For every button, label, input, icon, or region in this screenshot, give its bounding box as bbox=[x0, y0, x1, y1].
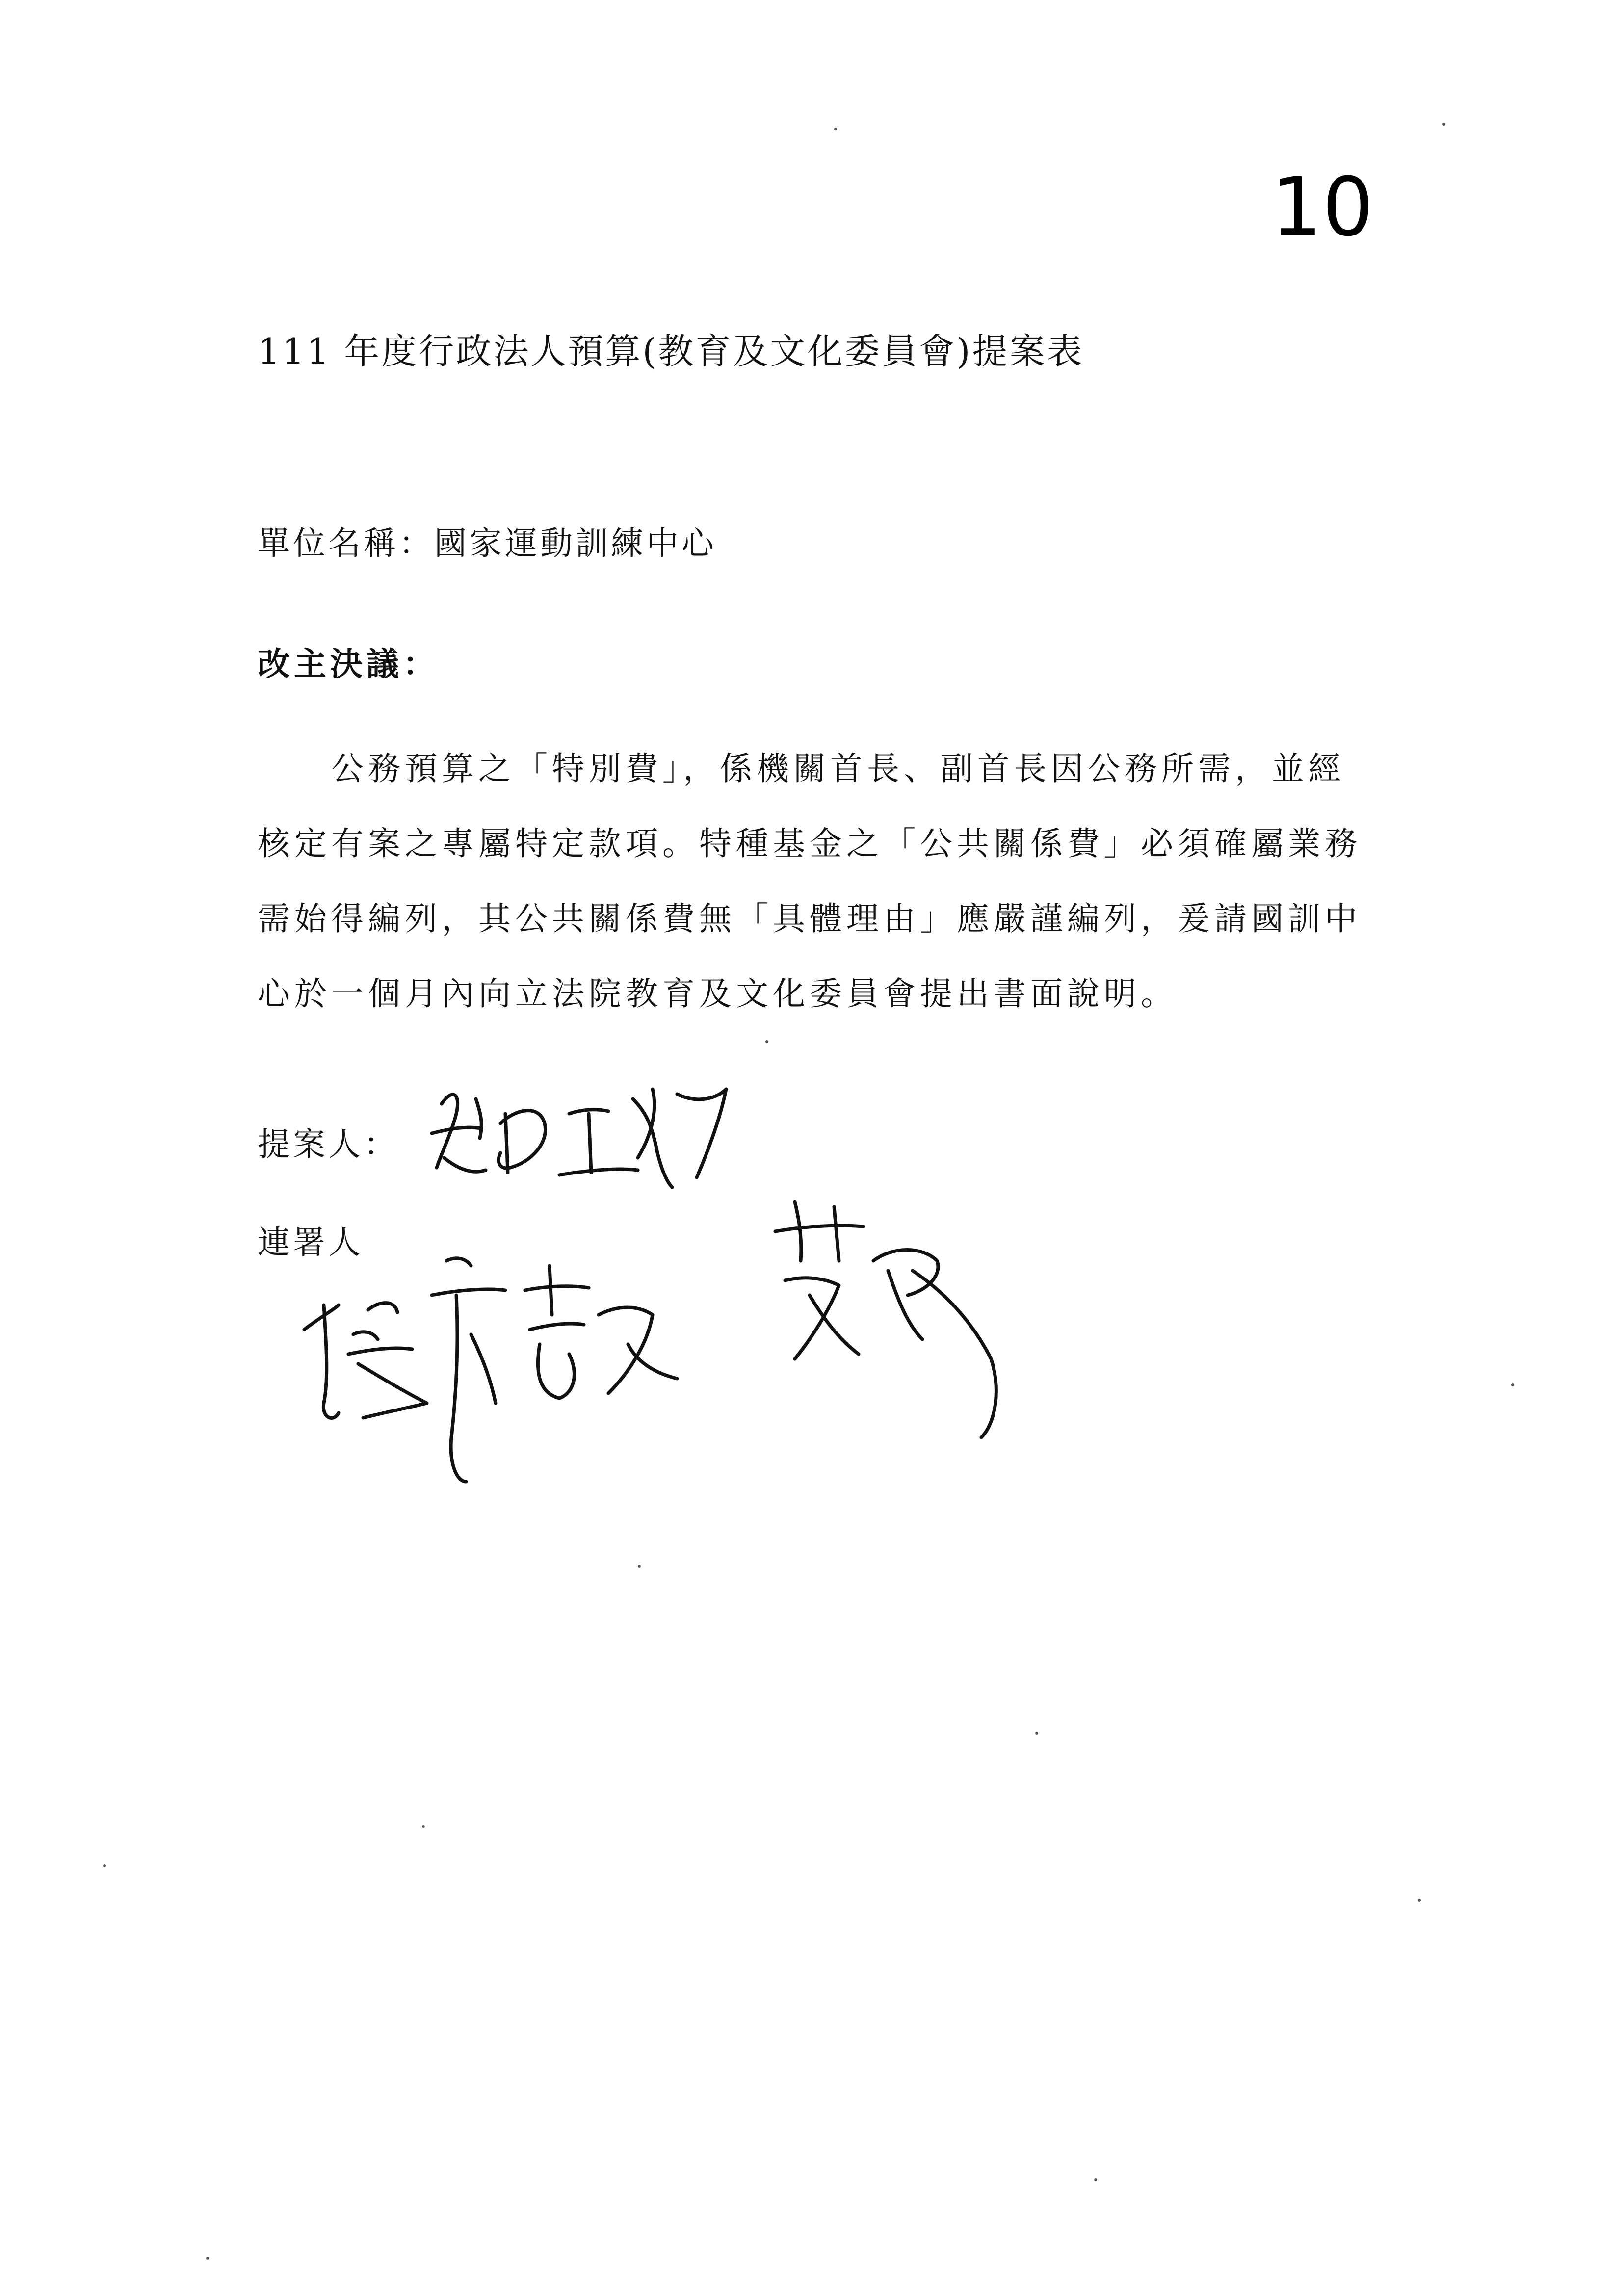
scan-speck bbox=[1035, 1732, 1038, 1735]
scan-speck bbox=[1511, 1383, 1514, 1386]
scan-speck bbox=[206, 2257, 209, 2260]
document-title: 111 年度行政法人預算(教育及文化委員會)提案表 bbox=[258, 331, 1084, 372]
scan-speck bbox=[103, 1864, 106, 1867]
unit-line bbox=[258, 524, 717, 562]
resolution-line: 核定有案之專屬特定款項。特種基金之「公共關係費」必須確屬業務 bbox=[258, 825, 1362, 862]
resolution-line: 需始得編列，其公共關係費無「具體理由」應嚴謹編列，爰請國訓中 bbox=[258, 900, 1362, 938]
scan-speck bbox=[1418, 1899, 1421, 1902]
cosigner-label: 連署人 bbox=[258, 1224, 364, 1261]
page-number: 10 bbox=[1271, 160, 1374, 254]
resolution-line: 公務預算之「特別費」，係機關首長、副首長因公務所需，並經 bbox=[331, 750, 1345, 787]
proposer-label: 提案人： bbox=[258, 1125, 399, 1163]
scan-speck bbox=[834, 128, 837, 130]
cosigner-signature-1 bbox=[294, 1217, 785, 1570]
scan-speck bbox=[765, 1040, 768, 1043]
section-heading: 改主決議： bbox=[258, 645, 439, 683]
proposer-signature bbox=[422, 1070, 775, 1207]
cosigner-signature-2 bbox=[765, 1192, 1021, 1496]
unit-label: 單位名稱： bbox=[258, 524, 434, 562]
unit-name: 國家運動訓練中心 bbox=[434, 524, 717, 562]
resolution-text bbox=[258, 731, 1386, 1031]
resolution-line: 心於一個月內向立法院教育及文化委員會提出書面說明。 bbox=[258, 975, 1178, 1013]
scan-speck bbox=[638, 1565, 641, 1568]
scan-speck bbox=[422, 1825, 425, 1828]
scan-speck bbox=[1094, 2178, 1097, 2181]
scan-speck bbox=[1442, 123, 1445, 126]
